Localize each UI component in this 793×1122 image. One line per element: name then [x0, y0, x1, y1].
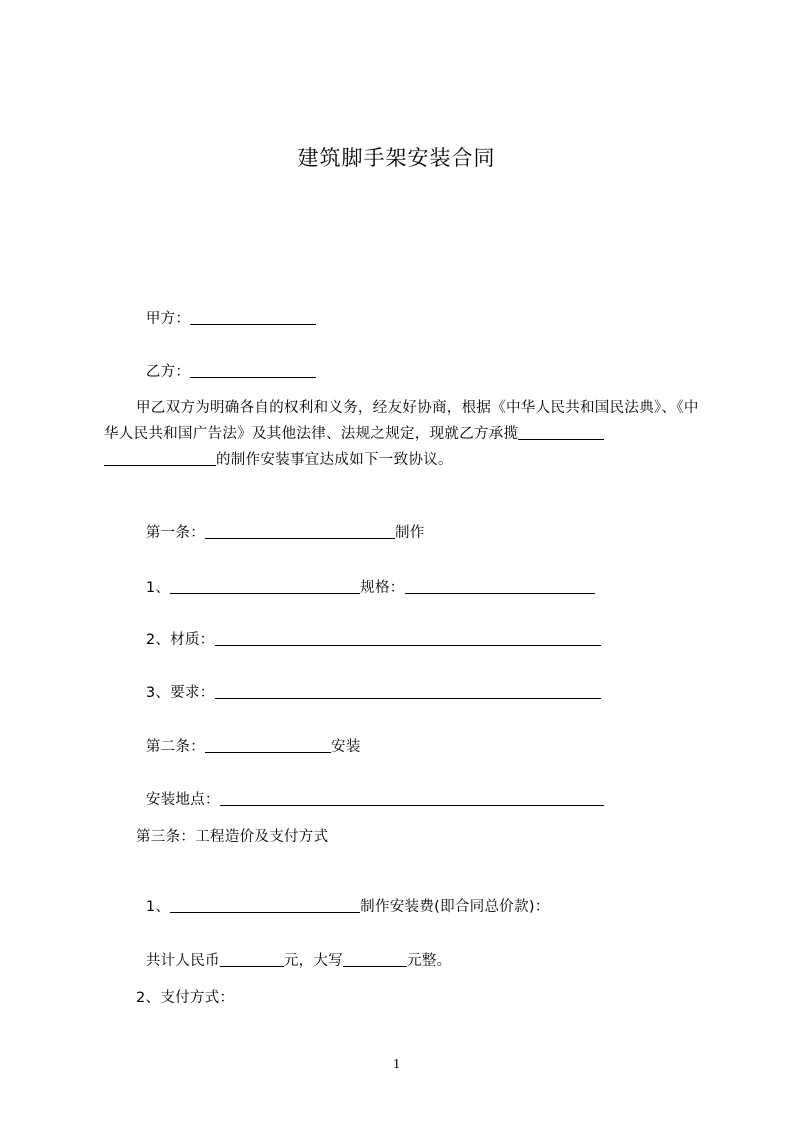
article-2-suffix: 安装 — [331, 739, 361, 755]
page-number: 1 — [393, 1057, 400, 1072]
location-blank[interactable] — [220, 791, 604, 806]
intro-blank-1[interactable] — [518, 425, 604, 440]
article-2-line — [136, 719, 361, 756]
article-1-blank[interactable] — [205, 524, 395, 539]
total-suffix: 元整。 — [407, 953, 452, 969]
article-3-heading: 第三条：工程造价及支付方式 — [136, 829, 329, 845]
article-1-line — [136, 505, 425, 542]
total-line — [136, 933, 451, 970]
item-1-blank[interactable] — [170, 579, 360, 594]
party-a-label: 甲方： — [145, 311, 191, 327]
intro-text-1: 甲乙双方为明确各自的权利和义务，经友好协商，根据《中华人民共和国民法典》、《中华人民共和国广告法》及其他法律、法规之规定，现就乙方承揽 — [104, 400, 699, 442]
item-2-line — [136, 612, 601, 649]
intro-paragraph — [104, 395, 702, 473]
party-b-blank[interactable] — [190, 363, 316, 378]
total-capital-blank[interactable] — [343, 952, 407, 967]
location-label: 安装地点： — [145, 792, 220, 808]
party-a-blank[interactable] — [190, 310, 316, 325]
article-1-suffix: 制作 — [395, 525, 425, 541]
item-3-blank[interactable] — [215, 684, 601, 699]
item-1-label: 1、 — [145, 580, 171, 596]
article-2-label: 第二条： — [145, 739, 206, 755]
intro-blank-2[interactable] — [104, 451, 216, 466]
article-2-blank[interactable] — [205, 738, 331, 753]
intro-text-2: 的制作安装事宜达成如下一致协议。 — [216, 452, 453, 468]
item-3-line — [136, 665, 601, 702]
price-item-label: 1、 — [145, 899, 171, 915]
party-b-label: 乙方： — [145, 364, 191, 380]
item-2-blank[interactable] — [215, 631, 601, 646]
location-line — [136, 772, 604, 809]
document-title: 建筑脚手架安装合同 — [297, 146, 496, 170]
item-3-label: 3、要求： — [145, 685, 215, 701]
total-mid: 元，大写 — [283, 953, 344, 969]
party-a-line — [136, 291, 316, 328]
total-prefix: 共计人民币 — [145, 953, 220, 969]
price-item-suffix: 制作安装费(即合同总价款)： — [360, 899, 550, 915]
article-1-label: 第一条： — [145, 525, 206, 541]
item-1-spec-label: 规格： — [360, 580, 405, 596]
item-2-label: 2、材质： — [145, 632, 215, 648]
item-1-line — [136, 560, 595, 597]
total-amount-blank[interactable] — [220, 952, 284, 967]
item-1-spec-blank[interactable] — [405, 579, 595, 594]
payment-method-label: 2、支付方式： — [136, 990, 235, 1006]
party-b-line — [136, 344, 316, 381]
price-item-line — [136, 879, 550, 916]
price-item-blank[interactable] — [170, 898, 360, 913]
